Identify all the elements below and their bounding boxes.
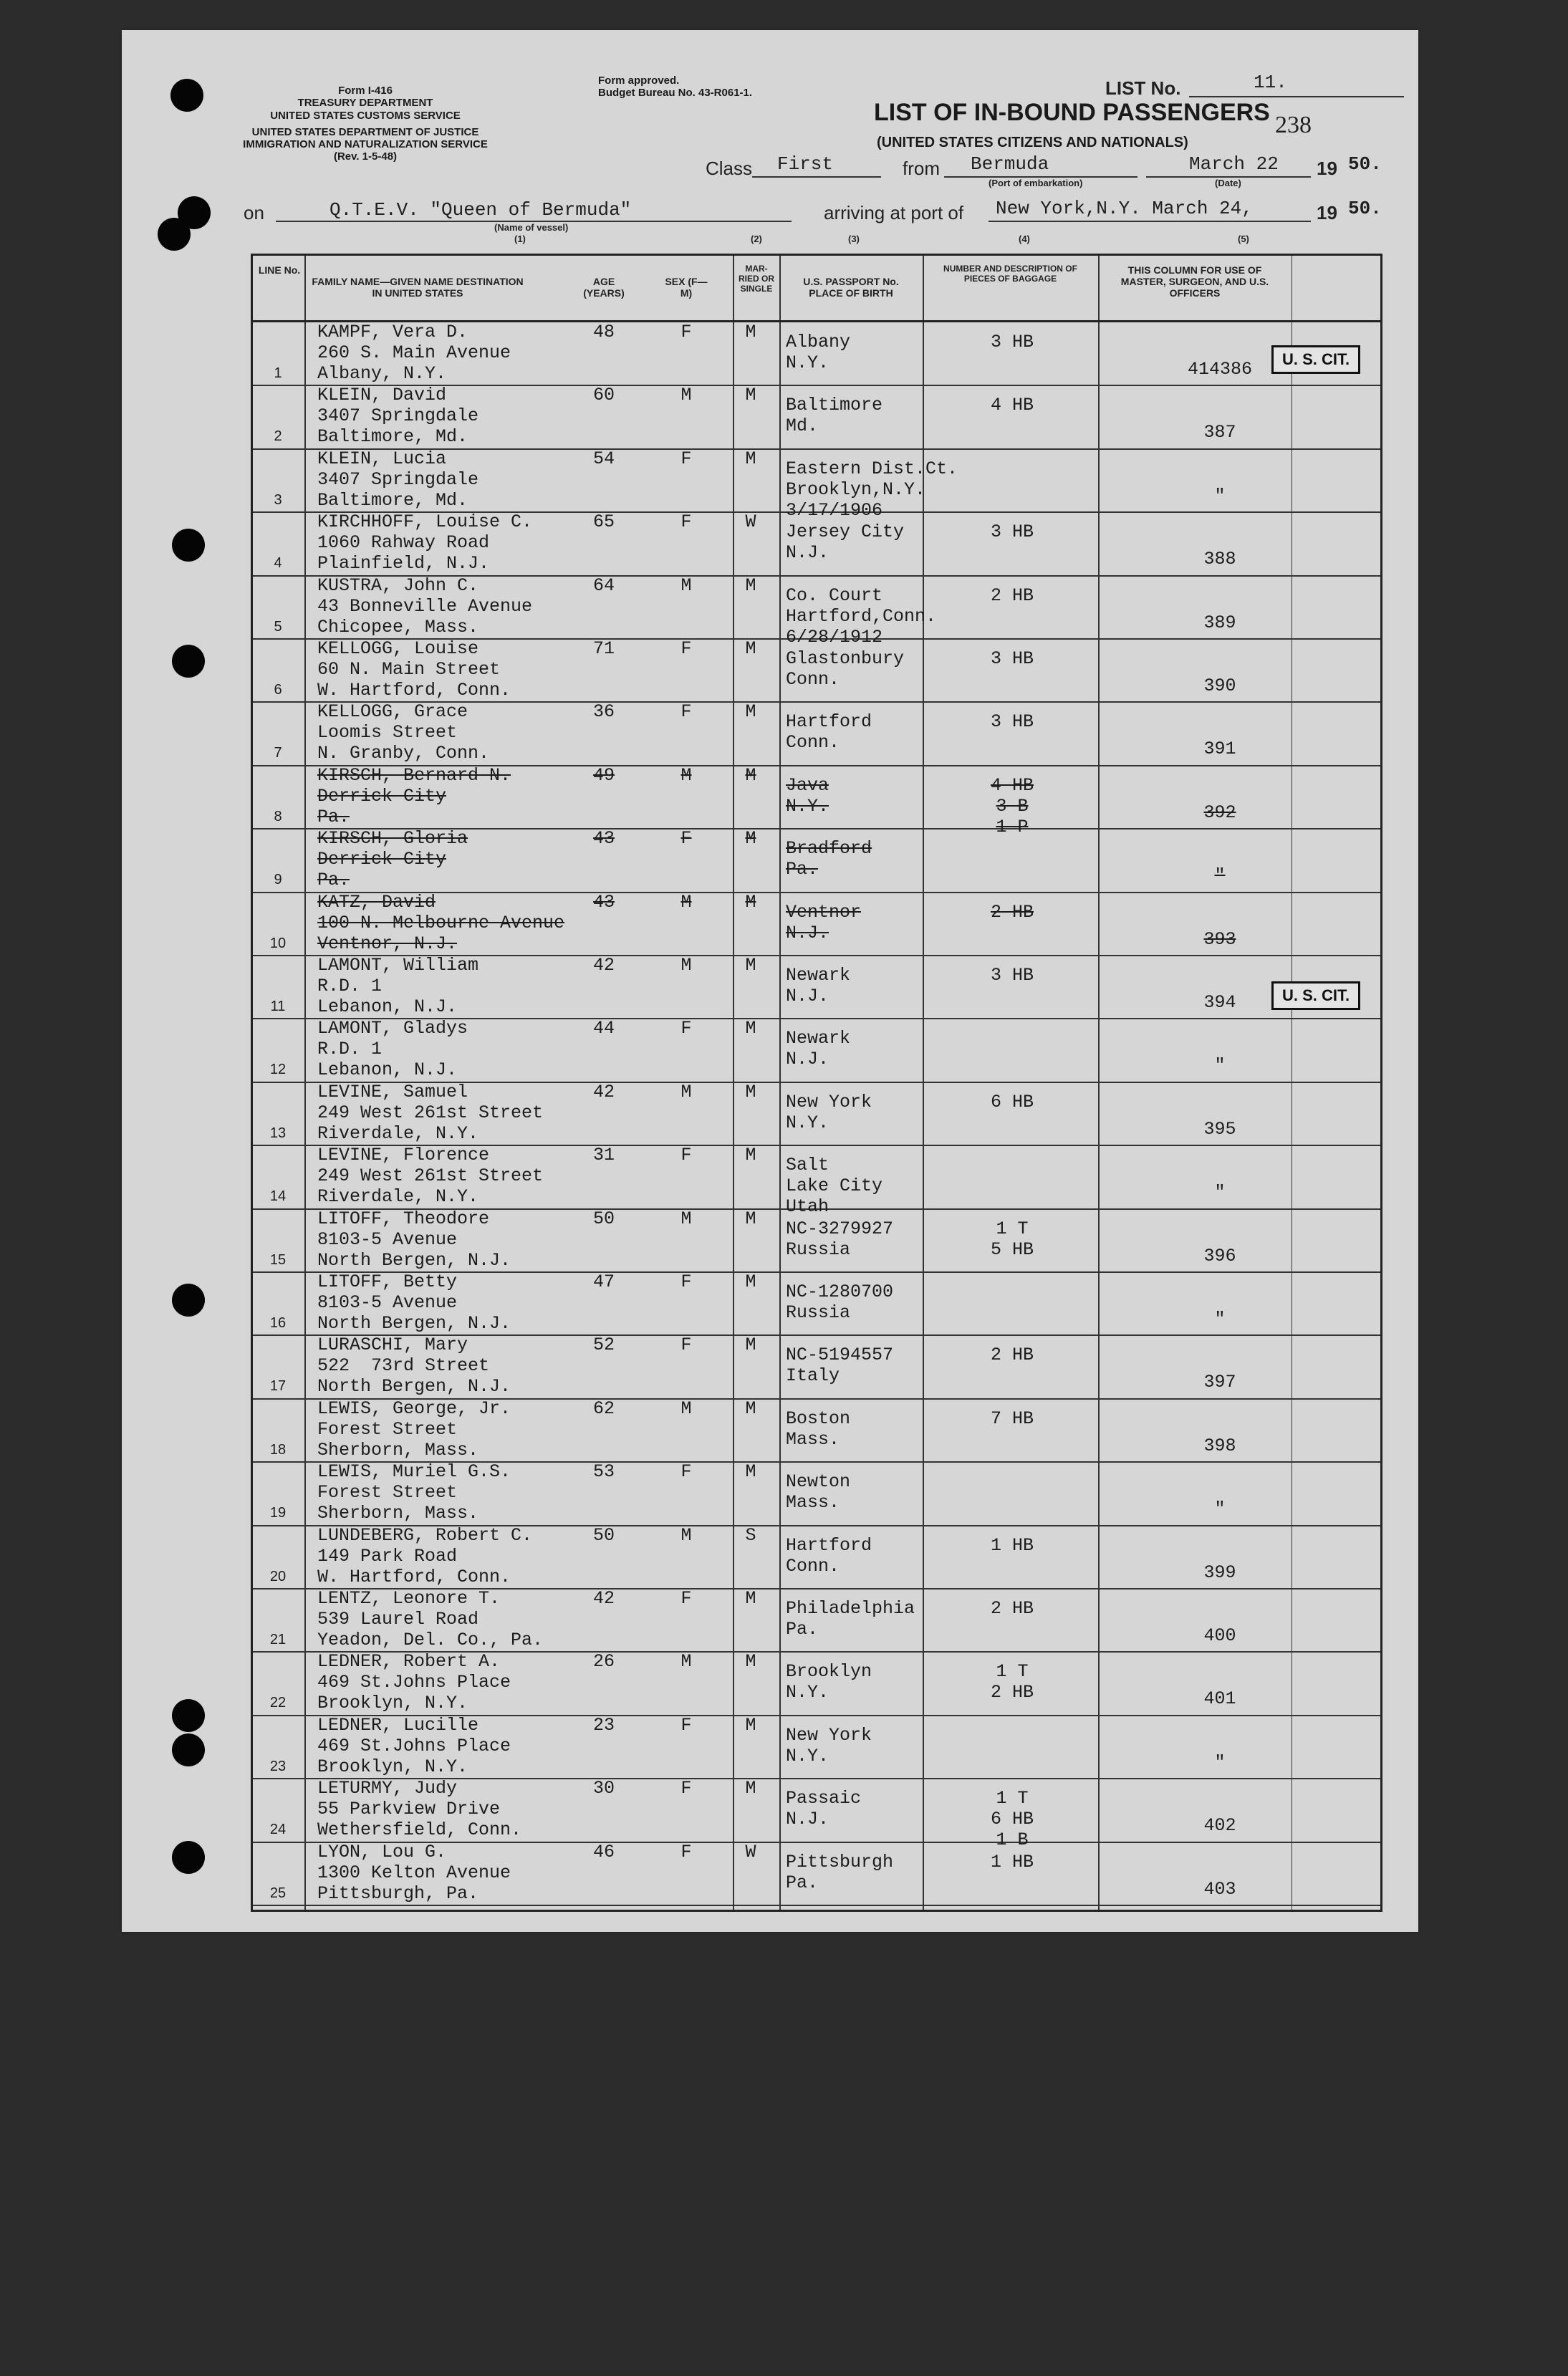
passenger-name-address: LEWIS, George, Jr. Forest Street Sherborn, Mass.	[317, 1398, 511, 1461]
us-citizen-stamp: U. S. CIT.	[1271, 345, 1360, 374]
col-num-1: (1)	[514, 234, 526, 244]
marital-status: M	[745, 1018, 756, 1039]
passport-birthplace: Jersey City N.J.	[786, 521, 905, 564]
officer-number: 387	[1203, 422, 1236, 443]
passenger-age: 52	[592, 1334, 615, 1356]
baggage-count: 6 HB	[990, 1091, 1034, 1112]
passenger-sex: F	[680, 638, 692, 659]
line-number: 19	[269, 1505, 287, 1521]
table-row	[253, 1461, 1380, 1526]
passenger-name-address: LEVINE, Florence 249 West 261st Street Riverdale, N.Y.	[317, 1145, 544, 1208]
marital-status: M	[745, 448, 756, 469]
date-caption: (Date)	[1215, 178, 1241, 188]
line-number: 7	[274, 745, 282, 761]
line-number: 15	[269, 1251, 287, 1268]
passenger-name-address: LEDNER, Lucille 469 St.Johns Place Brooklyn, N.Y.	[317, 1714, 511, 1777]
passenger-sex: M	[680, 1081, 692, 1102]
arrival-value: New York,N.Y. March 24,	[996, 198, 1253, 219]
passport-birthplace: Passaic N.J.	[786, 1788, 862, 1830]
passenger-name-address	[317, 828, 468, 890]
col-num-5: (5)	[1238, 234, 1249, 244]
passenger-age: 49	[592, 764, 615, 786]
dept-customs: UNITED STATES CUSTOMS SERVICE	[270, 109, 461, 122]
passenger-age: 43	[592, 891, 615, 913]
marital-status: M	[745, 1271, 756, 1292]
passenger-name-address: KIRCHHOFF, Louise C. 1060 Rahway Road Plainfield, N.J.	[317, 511, 533, 574]
passport-birthplace: Bradford Pa.	[786, 838, 872, 880]
passenger-sex: F	[680, 701, 692, 723]
baggage-count: 1 HB	[990, 1534, 1034, 1556]
passenger-name-address: KELLOGG, Grace Loomis Street N. Granby, Conn.	[317, 701, 490, 764]
passenger-sex: M	[680, 574, 692, 596]
col-num-2: (2)	[751, 234, 762, 244]
class-line	[752, 176, 881, 178]
baggage-count: 7 HB	[990, 1408, 1034, 1429]
baggage-count: 1 T 2 HB	[990, 1661, 1034, 1703]
marital-status: M	[745, 1145, 756, 1166]
passenger-age: 44	[592, 1018, 615, 1039]
baggage-count: 4 HB	[990, 395, 1034, 416]
table-row	[253, 1082, 1380, 1146]
passport-birthplace: Newark N.J.	[786, 1028, 851, 1070]
binder-hole	[170, 79, 203, 112]
passenger-name-address: LETURMY, Judy 55 Parkview Drive Wethersfield, Conn.	[317, 1778, 522, 1841]
passenger-name-address: KLEIN, David 3407 Springdale Baltimore, Md.	[317, 385, 479, 448]
table-row	[253, 1334, 1380, 1399]
passenger-sex: M	[680, 955, 692, 976]
line-number: 12	[269, 1062, 287, 1078]
baggage-count: 2 HB	[990, 1345, 1034, 1366]
table-row	[253, 764, 1380, 837]
baggage-count: 3 HB	[990, 521, 1034, 543]
manifest-title: LIST OF IN-BOUND PASSENGERS	[874, 99, 1270, 126]
col-head-sex: SEX (F—M)	[665, 276, 708, 299]
from-label: from	[903, 158, 940, 179]
table-row	[253, 1145, 1380, 1218]
passport-birthplace: NC-1280700 Russia	[786, 1281, 894, 1323]
line-number: 9	[274, 872, 282, 888]
line-number: 24	[269, 1822, 287, 1838]
binder-hole	[172, 1841, 205, 1874]
marital-status: M	[745, 1334, 756, 1356]
baggage-count: 2 HB	[990, 585, 1034, 606]
from-value: Bermuda	[971, 153, 1049, 175]
passenger-age: 31	[592, 1145, 615, 1166]
passport-birthplace: Eastern Dist.Ct. Brooklyn,N.Y. 3/17/1906	[786, 458, 958, 521]
passport-birthplace: New York N.Y.	[786, 1091, 872, 1133]
col-head-line: LINE No.	[258, 264, 301, 276]
approval-note	[598, 74, 752, 100]
passenger-age: 50	[592, 1208, 615, 1229]
officer-number: 397	[1203, 1372, 1236, 1393]
baggage-count: 1 T 6 HB 1 B	[990, 1788, 1034, 1851]
marital-status: W	[745, 1841, 756, 1862]
passenger-name-address: LEDNER, Robert A. 469 St.Johns Place Brooklyn, N.Y.	[317, 1651, 511, 1714]
baggage-count: 1 HB	[990, 1851, 1034, 1872]
passenger-name-address: LAMONT, Gladys R.D. 1 Lebanon, N.J.	[317, 1018, 468, 1081]
date-value: March 22	[1189, 153, 1279, 175]
year-suffix: 50.	[1348, 153, 1382, 175]
passenger-age: 42	[592, 1588, 615, 1609]
table-row	[253, 1651, 1380, 1716]
table-row	[253, 511, 1380, 576]
passenger-sex: F	[680, 1841, 692, 1862]
officer-number: 391	[1203, 739, 1236, 760]
list-no-value: 11.	[1254, 72, 1287, 93]
passenger-age: 54	[592, 448, 615, 469]
passenger-age: 62	[592, 1398, 615, 1419]
us-citizen-stamp: U. S. CIT.	[1271, 981, 1360, 1010]
agency-header	[236, 85, 494, 163]
table-row	[253, 1398, 1380, 1463]
marital-status: M	[745, 1714, 756, 1736]
passenger-sex: M	[680, 1208, 692, 1229]
line-number: 11	[270, 999, 286, 1014]
passport-birthplace: Philadelphia Pa.	[786, 1598, 915, 1640]
passenger-name-address: KUSTRA, John C. 43 Bonneville Avenue Chicopee, Mass.	[317, 574, 533, 638]
line-number: 8	[274, 808, 282, 824]
manifest-subtitle: (UNITED STATES CITIZENS AND NATIONALS)	[877, 135, 1188, 150]
marital-status: M	[745, 322, 756, 342]
passport-birthplace: Glastonbury Conn.	[786, 648, 905, 690]
passenger-sex: F	[680, 1145, 692, 1166]
line-number: 5	[274, 618, 282, 635]
dept-treasury: TREASURY DEPARTMENT	[297, 97, 433, 110]
table-row	[253, 322, 1380, 386]
budget-line: Budget Bureau No. 43-R061-1.	[598, 87, 753, 100]
passenger-sex: F	[680, 1714, 692, 1736]
passenger-sex: F	[680, 1018, 692, 1039]
passenger-sex: M	[680, 1398, 692, 1419]
arrival-line	[989, 221, 1311, 222]
table-row	[253, 1778, 1380, 1851]
table-row	[253, 892, 1380, 956]
baggage-count: 2 HB	[990, 901, 1034, 923]
line-number: 2	[274, 428, 282, 445]
table-row	[253, 1208, 1380, 1273]
passenger-sex: F	[680, 511, 692, 533]
struck-name: KIRSCH, Bernard N. Derrick City Pa.	[317, 764, 511, 827]
baggage-count: 3 HB	[990, 965, 1034, 986]
table-row	[253, 1525, 1380, 1589]
marital-status: M	[745, 1651, 756, 1673]
baggage-count: 3 HB	[990, 711, 1034, 733]
line-number: 16	[269, 1315, 287, 1331]
line-number: 21	[269, 1632, 287, 1648]
passenger-name-address: KELLOGG, Louise 60 N. Main Street W. Hartford, Conn.	[317, 638, 511, 701]
passenger-age: 43	[592, 828, 615, 850]
officer-number: "	[1214, 865, 1226, 887]
passenger-age: 26	[592, 1651, 615, 1673]
officer-number: "	[1214, 1751, 1226, 1773]
officer-number: 389	[1203, 612, 1236, 633]
line-number: 25	[269, 1885, 287, 1901]
passenger-sex: M	[680, 891, 692, 913]
passenger-sex: F	[680, 828, 692, 850]
col-num-3: (3)	[848, 234, 860, 244]
line-number: 4	[274, 555, 282, 572]
passenger-sex: F	[680, 1271, 692, 1292]
officer-number: 403	[1203, 1878, 1236, 1900]
col-head-age: AGE (YEARS)	[583, 276, 625, 299]
passenger-sex: M	[680, 1651, 692, 1673]
officer-number: 399	[1203, 1562, 1236, 1583]
officer-number: 414386	[1187, 359, 1252, 380]
line-number: 17	[269, 1378, 287, 1395]
passenger-name-address: LUNDEBERG, Robert C. 149 Park Road W. Hartford, Conn.	[317, 1524, 533, 1587]
passenger-age: 71	[592, 638, 615, 659]
arriving-label: arriving at port of	[824, 202, 964, 223]
dept-ins: IMMIGRATION AND NATURALIZATION SERVICE	[243, 138, 488, 150]
on-label: on	[244, 202, 264, 223]
binder-hole	[158, 218, 191, 251]
passenger-sex: F	[680, 1588, 692, 1609]
passport-birthplace: Newark N.J.	[786, 965, 851, 1006]
officer-number: "	[1214, 1182, 1226, 1203]
passenger-table	[251, 254, 1382, 1912]
passenger-name-address: LITOFF, Theodore 8103-5 Avenue North Bergen, N.J.	[317, 1208, 511, 1271]
arrival-year-prefix: 19	[1317, 202, 1337, 223]
passenger-name-address: LEVINE, Samuel 249 West 261st Street Riverdale, N.Y.	[317, 1081, 544, 1144]
officer-number: "	[1214, 485, 1226, 506]
officer-number: 402	[1203, 1815, 1236, 1837]
arrival-year-suffix: 50.	[1348, 198, 1382, 219]
baggage-count: 3 HB	[990, 332, 1034, 352]
col-head-name: FAMILY NAME—GIVEN NAME DESTINATION IN UNITED STATES	[312, 276, 524, 299]
marital-status: W	[745, 511, 756, 533]
passenger-sex: F	[680, 322, 692, 342]
passport-birthplace: Hartford Conn.	[786, 1534, 872, 1577]
passenger-sex: M	[680, 1524, 692, 1546]
marital-status: M	[745, 1588, 756, 1609]
struck-name: KIRSCH, Gloria Derrick City Pa.	[317, 828, 468, 891]
passport-birthplace: NC-5194557 Italy	[786, 1345, 894, 1387]
vessel-name: Q.T.E.V. "Queen of Bermuda"	[330, 199, 632, 221]
table-row	[253, 1715, 1380, 1779]
passenger-name-address: LEWIS, Muriel G.S. Forest Street Sherborn, Mass.	[317, 1461, 511, 1524]
col-head-officers: THIS COLUMN FOR USE OF MASTER, SURGEON, AND U.S. OFFICERS	[1120, 264, 1269, 299]
table-row	[253, 385, 1380, 449]
passenger-name-address: LENTZ, Leonore T. 539 Laurel Road Yeadon, Del. Co., Pa.	[317, 1588, 544, 1650]
passenger-age: 64	[592, 574, 615, 596]
marital-status: M	[745, 891, 756, 913]
marital-status: M	[745, 1778, 756, 1799]
officer-number: "	[1214, 1499, 1226, 1520]
col-head-passport: U.S. PASSPORT No. PLACE OF BIRTH	[803, 276, 899, 299]
marital-status: M	[745, 574, 756, 596]
marital-status: M	[745, 955, 756, 976]
class-value: First	[777, 153, 834, 175]
passenger-age: 30	[592, 1778, 615, 1799]
binder-hole	[172, 1733, 205, 1766]
revision: (Rev. 1-5-48)	[333, 150, 398, 163]
officer-number: 388	[1203, 549, 1236, 570]
passenger-sex: M	[680, 764, 692, 786]
line-number: 18	[269, 1441, 287, 1458]
passport-birthplace: Albany N.Y.	[786, 332, 851, 373]
officer-number: 395	[1203, 1118, 1236, 1140]
passport-birthplace: Boston Mass.	[786, 1408, 851, 1450]
marital-status: S	[745, 1524, 756, 1546]
line-number: 6	[274, 682, 282, 698]
marital-status: M	[745, 385, 756, 406]
marital-status: M	[745, 764, 756, 786]
binder-hole	[172, 529, 205, 562]
officer-number: 394	[1203, 992, 1236, 1013]
form-number: Form I-416	[338, 85, 393, 97]
passenger-age: 65	[592, 511, 615, 533]
line-number: 1	[274, 365, 282, 381]
passenger-age: 47	[592, 1271, 615, 1292]
year-prefix: 19	[1317, 158, 1337, 179]
approval-line: Form approved.	[598, 74, 680, 87]
col-head-married: MAR-RIED OR SINGLE	[738, 264, 774, 294]
passenger-sex: F	[680, 1461, 692, 1483]
line-number: 3	[274, 491, 282, 508]
table-row	[253, 1018, 1380, 1082]
line-number: 23	[269, 1758, 287, 1774]
passenger-age: 50	[592, 1524, 615, 1546]
dept-justice: UNITED STATES DEPARTMENT OF JUSTICE	[251, 125, 479, 138]
officer-number: 396	[1203, 1245, 1236, 1266]
passenger-sex: M	[680, 385, 692, 406]
officer-number: "	[1214, 1055, 1226, 1077]
line-number: 20	[269, 1568, 287, 1584]
page-number: 238	[1275, 112, 1312, 138]
passenger-name-address: LITOFF, Betty 8103-5 Avenue North Bergen, N.J.	[317, 1271, 511, 1334]
marital-status: M	[745, 1461, 756, 1483]
table-row	[253, 828, 1380, 893]
passport-birthplace: Ventnor N.J.	[786, 901, 862, 943]
manifest-page	[122, 30, 1418, 1932]
list-no-label: LIST No.	[1105, 77, 1181, 99]
passenger-age: 53	[592, 1461, 615, 1483]
line-number: 22	[269, 1695, 287, 1711]
passenger-age: 23	[592, 1714, 615, 1736]
list-no-line	[1189, 96, 1404, 97]
passenger-age: 46	[592, 1841, 615, 1862]
marital-status: M	[745, 1081, 756, 1102]
table-row	[253, 1588, 1380, 1653]
binder-hole	[172, 1699, 205, 1732]
passenger-name-address: LAMONT, William R.D. 1 Lebanon, N.J.	[317, 955, 479, 1017]
passenger-sex: F	[680, 1334, 692, 1356]
officer-number: 390	[1203, 675, 1236, 696]
passport-birthplace: Newton Mass.	[786, 1471, 851, 1514]
baggage-count: 2 HB	[990, 1598, 1034, 1619]
marital-status: M	[745, 1398, 756, 1419]
passenger-name-address	[317, 765, 511, 827]
vessel-caption: (Name of vessel)	[494, 222, 569, 233]
officer-number: 400	[1203, 1625, 1236, 1646]
passport-birthplace: New York N.Y.	[786, 1724, 872, 1766]
passport-birthplace: Pittsburgh Pa.	[786, 1851, 894, 1893]
passenger-age: 42	[592, 1081, 615, 1102]
passenger-name-address: LYON, Lou G. 1300 Kelton Avenue Pittsburgh, Pa.	[317, 1841, 511, 1904]
embark-caption: (Port of embarkation)	[989, 178, 1083, 188]
binder-hole	[172, 645, 205, 678]
passport-birthplace: Baltimore Md.	[786, 395, 883, 437]
binder-hole	[172, 1284, 205, 1317]
marital-status: M	[745, 701, 756, 723]
passenger-name-address	[317, 892, 564, 954]
officer-number: 393	[1203, 928, 1236, 950]
officer-number: 401	[1203, 1688, 1236, 1710]
table-row	[253, 448, 1380, 521]
passenger-name-address: LURASCHI, Mary 522 73rd Street North Bergen, N.J.	[317, 1334, 511, 1398]
table-row	[253, 955, 1380, 1019]
passenger-age: 42	[592, 955, 615, 976]
marital-status: M	[745, 638, 756, 659]
passport-birthplace: Salt Lake City Utah	[786, 1155, 883, 1218]
passport-birthplace: NC-3279927 Russia	[786, 1218, 894, 1260]
col-head-baggage: NUMBER AND DESCRIPTION OF PIECES OF BAGGAGE	[943, 264, 1077, 284]
marital-status: M	[745, 828, 756, 850]
passenger-name-address: KAMPF, Vera D. 260 S. Main Avenue Albany, N.Y.	[317, 322, 511, 384]
line-number: 13	[269, 1125, 287, 1141]
class-label: Class	[706, 158, 753, 179]
table-row	[253, 574, 1380, 648]
baggage-count: 3 HB	[990, 648, 1034, 669]
table-row	[253, 638, 1380, 703]
baggage-count: 4 HB 3 B 1 P	[990, 774, 1034, 837]
officer-number: "	[1214, 1309, 1226, 1329]
marital-status: M	[745, 1208, 756, 1229]
col-num-4: (4)	[1019, 234, 1030, 244]
table-row	[253, 1842, 1380, 1906]
officer-number: 392	[1203, 802, 1236, 823]
passenger-sex: F	[680, 448, 692, 469]
passenger-age: 36	[592, 701, 615, 723]
struck-name: KATZ, David 100 N. Melbourne Avenue Ventnor, N.J.	[317, 891, 565, 954]
line-number: 10	[269, 935, 287, 951]
passport-birthplace: Hartford Conn.	[786, 711, 872, 754]
officer-number: 398	[1203, 1435, 1236, 1456]
passport-birthplace: Brooklyn N.Y.	[786, 1661, 872, 1703]
line-number: 14	[269, 1188, 287, 1205]
passenger-age: 60	[592, 385, 615, 406]
passenger-name-address: KLEIN, Lucia 3407 Springdale Baltimore, Md.	[317, 448, 479, 511]
passport-birthplace: Java N.Y.	[786, 774, 829, 817]
table-row	[253, 1271, 1380, 1336]
table-row	[253, 701, 1380, 766]
baggage-count: 1 T 5 HB	[990, 1218, 1034, 1260]
passport-birthplace: Co. Court Hartford,Conn. 6/28/1912	[786, 585, 937, 648]
passenger-sex: F	[680, 1778, 692, 1799]
passenger-age: 48	[592, 322, 615, 342]
